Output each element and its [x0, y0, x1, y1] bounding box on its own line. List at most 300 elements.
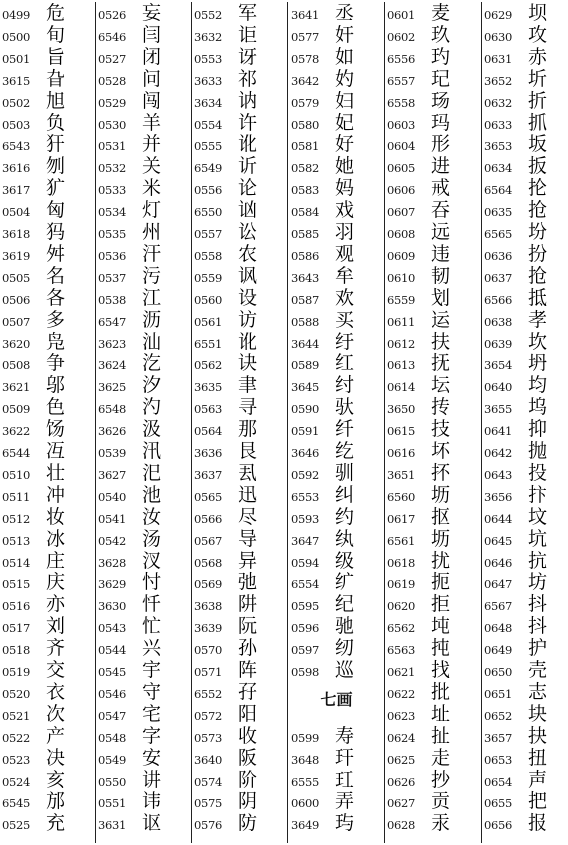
entry-character: 论: [238, 177, 258, 200]
entry-character: 那: [238, 418, 258, 441]
entry-code: 0611: [387, 314, 416, 329]
index-entry: [482, 244, 568, 266]
index-entry: [0, 507, 95, 529]
index-entry: [289, 69, 384, 91]
entry-code: 0641: [484, 424, 513, 439]
entry-character: 汛: [142, 440, 162, 462]
entry-character: 羊: [142, 111, 162, 134]
entry-character: 报: [528, 812, 548, 835]
entry-code: 3636: [194, 446, 223, 460]
entry-character: 抄: [431, 768, 451, 791]
index-entry: [192, 156, 287, 178]
entry-character: 交: [46, 659, 66, 681]
entry-code: 0540: [98, 489, 127, 504]
entry-code: 0522: [2, 730, 31, 745]
entry-character: 危: [46, 2, 66, 24]
entry-code: 3648: [291, 752, 320, 767]
entry-code: 0624: [387, 730, 416, 745]
entry-character: 技: [431, 418, 451, 441]
index-entry: [385, 441, 480, 463]
entry-character: 划: [431, 286, 451, 309]
entry-code: 3651: [387, 467, 416, 482]
entry-code: 0603: [387, 117, 416, 132]
entry-character: 抖: [528, 615, 548, 638]
entry-code: 0585: [291, 227, 320, 241]
entry-character: 攻: [528, 23, 548, 46]
entry-code: 0610: [387, 270, 416, 285]
entry-character: 设: [238, 286, 258, 309]
entry-code: 3620: [2, 336, 31, 351]
entry-character: 导: [238, 527, 258, 550]
entry-code: 0646: [484, 555, 513, 570]
entry-code: 3622: [2, 424, 31, 439]
entry-character: 韧: [431, 264, 451, 287]
entry-character: 迅: [238, 483, 258, 506]
entry-code: 0651: [484, 686, 513, 701]
index-entry: [482, 134, 568, 156]
entry-code: 6560: [387, 489, 416, 504]
entry-code: 3635: [194, 380, 223, 395]
entry-code: 3626: [98, 424, 127, 439]
index-entry: [0, 91, 95, 113]
index-entry: [385, 551, 480, 573]
entry-character: 决: [46, 746, 66, 769]
entry-code: 3653: [484, 139, 513, 154]
entry-character: 运: [431, 308, 451, 331]
entry-character: 坞: [528, 396, 548, 419]
entry-character: 名: [46, 264, 66, 287]
entry-character: 志: [528, 680, 548, 703]
column-divider: [384, 2, 385, 843]
entry-character: 访: [238, 308, 258, 331]
entry-code: 0558: [194, 248, 223, 263]
entry-code: 0531: [98, 139, 127, 154]
entry-character: 扽: [431, 637, 451, 660]
index-entry: [0, 266, 95, 288]
entry-code: 0573: [194, 730, 223, 745]
entry-character: 汋: [142, 396, 162, 419]
entry-code: 0586: [291, 248, 320, 263]
entry-character: 阶: [238, 768, 258, 791]
entry-code: 0521: [2, 708, 31, 723]
entry-character: 抃: [528, 483, 548, 506]
entry-character: 她: [335, 155, 355, 178]
entry-code: 0536: [98, 248, 127, 263]
entry-character: 进: [431, 155, 451, 178]
entry-code: 0561: [194, 314, 223, 329]
entry-code: 0615: [387, 424, 416, 439]
entry-character: 坜: [431, 527, 451, 550]
entry-character: 孙: [238, 637, 258, 660]
entry-code: 3618: [2, 227, 31, 241]
entry-code: 0555: [194, 139, 223, 154]
entry-code: 3616: [2, 161, 31, 176]
entry-code: 3621: [2, 380, 31, 395]
index-column: [482, 0, 568, 845]
index-entry: [289, 529, 384, 551]
entry-code: 0628: [387, 818, 416, 833]
entry-code: 3631: [98, 818, 127, 833]
entry-code: 0511: [2, 489, 31, 504]
index-entry: [482, 397, 568, 419]
index-entry: [192, 507, 287, 529]
entry-character: 汲: [142, 418, 162, 441]
index-entry: [482, 47, 568, 69]
entry-code: 0509: [2, 402, 31, 417]
entry-code: 3638: [194, 599, 223, 614]
entry-character: 字: [142, 724, 162, 747]
entry-character: 坝: [528, 2, 548, 24]
entry-code: 0642: [484, 446, 513, 460]
entry-code: 0542: [98, 533, 127, 548]
entry-code: 3633: [194, 73, 223, 88]
entry-character: 买: [335, 308, 355, 331]
entry-character: 坍: [528, 352, 548, 375]
entry-character: 闫: [142, 23, 162, 46]
entry-character: 妁: [335, 67, 355, 90]
entry-character: 妈: [335, 177, 355, 200]
entry-character: 汞: [431, 812, 451, 835]
index-entry: [289, 47, 384, 69]
entry-code: 3644: [291, 336, 320, 351]
index-entry: [0, 353, 95, 375]
index-entry: [96, 441, 191, 463]
entry-character: 汊: [142, 549, 162, 572]
entry-character: 妄: [142, 2, 162, 24]
entry-character: 关: [142, 155, 162, 178]
index-entry: [96, 266, 191, 288]
entry-code: 0547: [98, 708, 127, 723]
index-entry: [0, 813, 95, 835]
entry-code: 0546: [98, 686, 127, 701]
entry-code: 6555: [291, 774, 320, 789]
entry-code: 0636: [484, 248, 513, 263]
index-entry: [0, 748, 95, 770]
entry-character: 玚: [431, 89, 451, 112]
entry-code: 0530: [98, 117, 127, 132]
index-entry: [96, 3, 191, 25]
index-entry: [385, 134, 480, 156]
entry-code: 3637: [194, 467, 223, 482]
entry-code: 6567: [484, 599, 513, 614]
entry-character: 汗: [142, 242, 162, 265]
index-entry: [192, 200, 287, 222]
entry-character: 批: [431, 680, 451, 703]
entry-character: 次: [46, 702, 66, 725]
entry-code: 0631: [484, 51, 513, 66]
entry-code: 0553: [194, 51, 223, 66]
index-column: [289, 0, 384, 845]
entry-code: 3617: [2, 183, 31, 198]
index-entry: [482, 3, 568, 25]
entry-character: 扮: [528, 242, 548, 265]
entry-code: 0595: [291, 599, 320, 614]
entry-character: 冲: [46, 483, 66, 506]
entry-code: 0575: [194, 796, 223, 811]
entry-character: 米: [142, 177, 162, 200]
entry-character: 讹: [238, 133, 258, 156]
entry-character: 纣: [335, 374, 355, 397]
entry-code: 6561: [387, 533, 416, 548]
entry-character: 凫: [46, 330, 66, 353]
entry-code: 0604: [387, 139, 416, 154]
index-entry: [96, 616, 191, 638]
index-entry: [289, 332, 384, 354]
entry-character: 讻: [238, 199, 258, 222]
index-entry: [385, 91, 480, 113]
entry-character: 各: [46, 286, 66, 309]
index-entry: [96, 25, 191, 47]
entry-code: 0583: [291, 183, 320, 198]
entry-code: 3628: [98, 555, 127, 570]
entry-code: 0549: [98, 752, 127, 767]
index-entry: [0, 47, 95, 69]
entry-character: 祁: [238, 67, 258, 90]
entry-character: 纠: [335, 483, 355, 506]
index-entry: [0, 310, 95, 332]
index-entry: [96, 682, 191, 704]
index-entry: [0, 375, 95, 397]
entry-code: 0647: [484, 577, 513, 592]
index-entry: [385, 3, 480, 25]
entry-character: 投: [528, 461, 548, 484]
entry-code: 0563: [194, 402, 223, 417]
index-entry: [0, 551, 95, 573]
entry-character: 走: [431, 746, 451, 769]
entry-code: 0639: [484, 336, 513, 351]
entry-code: 0581: [291, 139, 320, 154]
entry-code: 0571: [194, 665, 223, 679]
entry-character: 闯: [142, 89, 162, 112]
entry-code: 0597: [291, 643, 320, 658]
entry-character: 抵: [528, 286, 548, 309]
entry-code: 0596: [291, 621, 320, 636]
index-entry: [0, 134, 95, 156]
entry-code: 3646: [291, 446, 320, 460]
index-entry: [482, 682, 568, 704]
index-entry: [192, 726, 287, 748]
index-entry: [96, 156, 191, 178]
index-entry: [96, 594, 191, 616]
index-entry: [96, 791, 191, 813]
entry-code: 3656: [484, 489, 513, 504]
index-entry: [96, 507, 191, 529]
index-entry: [192, 310, 287, 332]
entry-character: 抚: [431, 352, 451, 375]
entry-character: 汕: [142, 330, 162, 353]
index-entry: [96, 332, 191, 354]
entry-character: 玖: [431, 23, 451, 46]
entry-code: 3619: [2, 248, 31, 263]
index-entry: [385, 69, 480, 91]
index-entry: [96, 529, 191, 551]
entry-character: 坋: [528, 221, 548, 243]
index-entry: [482, 200, 568, 222]
entry-character: 孖: [238, 680, 258, 703]
entry-character: 亦: [46, 593, 66, 616]
index-entry: [385, 310, 480, 332]
index-entry: [385, 397, 480, 419]
entry-character: 忖: [142, 571, 162, 594]
entry-character: 扭: [528, 746, 548, 769]
entry-code: 6546: [98, 29, 127, 44]
entry-character: 犸: [46, 221, 66, 243]
index-entry: [192, 748, 287, 770]
entry-character: 驰: [335, 615, 355, 638]
entry-code: 6548: [98, 402, 127, 417]
index-entry: [192, 69, 287, 91]
index-column: [385, 0, 480, 845]
index-entry: [482, 638, 568, 660]
entry-code: 0645: [484, 533, 513, 548]
index-entry: [96, 419, 191, 441]
entry-character: 邬: [46, 374, 66, 397]
entry-code: 6564: [484, 183, 513, 198]
entry-character: 羽: [335, 221, 355, 243]
entry-code: 0600: [291, 796, 320, 811]
entry-character: 汝: [142, 505, 162, 528]
entry-character: 庆: [46, 571, 66, 594]
entry-code: 0543: [98, 621, 127, 636]
index-entry: [192, 616, 287, 638]
entry-character: 扼: [431, 571, 451, 594]
entry-code: 0557: [194, 227, 223, 241]
index-entry: [482, 266, 568, 288]
index-entry: [482, 507, 568, 529]
index-entry: [96, 200, 191, 222]
entry-character: 防: [238, 812, 258, 835]
index-entry: [192, 441, 287, 463]
entry-character: 抓: [528, 111, 548, 134]
entry-code: 0594: [291, 555, 320, 570]
column-divider: [287, 2, 288, 843]
entry-code: 3623: [98, 336, 127, 351]
index-entry: [482, 551, 568, 573]
index-entry: [482, 69, 568, 91]
entry-code: 0637: [484, 270, 513, 285]
entry-character: 刎: [46, 155, 66, 178]
index-entry: [482, 332, 568, 354]
index-entry: [385, 332, 480, 354]
entry-character: 形: [431, 133, 451, 156]
entry-character: 讴: [142, 812, 162, 835]
index-entry: [0, 441, 95, 463]
index-entry: [96, 288, 191, 310]
entry-code: 0640: [484, 380, 513, 395]
index-entry: [385, 638, 480, 660]
entry-character: 扳: [528, 155, 548, 178]
index-column: [192, 0, 287, 845]
entry-code: 0649: [484, 643, 513, 658]
entry-code: 0655: [484, 796, 513, 811]
entry-character: 赤: [528, 45, 548, 68]
entry-code: 0559: [194, 270, 223, 285]
index-entry: [0, 770, 95, 792]
index-entry: [96, 69, 191, 91]
entry-code: 0653: [484, 752, 513, 767]
entry-code: 6563: [387, 643, 416, 658]
entry-character: 闭: [142, 45, 162, 68]
entry-code: 0638: [484, 314, 513, 329]
entry-code: 0533: [98, 183, 127, 198]
index-entry: [192, 288, 287, 310]
entry-character: 阪: [238, 746, 258, 769]
index-entry: [482, 748, 568, 770]
index-entry: [289, 463, 384, 485]
entry-code: 0648: [484, 621, 513, 636]
index-entry: [289, 25, 384, 47]
entry-character: 坂: [528, 133, 548, 156]
entry-code: 0513: [2, 533, 31, 548]
index-entry: [192, 266, 287, 288]
entry-code: 0519: [2, 665, 31, 679]
entry-code: 0523: [2, 752, 31, 767]
entry-code: 0499: [2, 8, 31, 22]
entry-code: 3640: [194, 752, 223, 767]
entry-character: 宇: [142, 659, 162, 681]
entry-character: 犷: [46, 177, 66, 200]
entry-code: 0551: [98, 796, 127, 811]
index-entry: [289, 244, 384, 266]
index-entry: [482, 288, 568, 310]
entry-character: 弛: [238, 571, 258, 594]
entry-character: 坟: [528, 505, 548, 528]
index-entry: [192, 91, 287, 113]
index-entry: [0, 529, 95, 551]
entry-character: 纡: [335, 330, 355, 353]
entry-code: 0515: [2, 577, 31, 592]
entry-character: 吞: [431, 199, 451, 222]
index-entry: [0, 594, 95, 616]
entry-code: 0588: [291, 314, 320, 329]
index-entry: [482, 529, 568, 551]
entry-code: 0644: [484, 511, 513, 526]
index-entry: [192, 572, 287, 594]
entry-character: 讳: [142, 790, 162, 813]
entry-code: 3639: [194, 621, 223, 636]
entry-character: 沥: [142, 308, 162, 331]
entry-character: 寻: [238, 396, 258, 419]
index-entry: [482, 156, 568, 178]
entry-code: 0598: [291, 665, 320, 679]
entry-code: 0550: [98, 774, 127, 789]
index-entry: [96, 485, 191, 507]
entry-character: 欢: [335, 286, 355, 309]
entry-code: 3629: [98, 577, 127, 592]
entry-code: 0652: [484, 708, 513, 723]
entry-character: 折: [528, 89, 548, 112]
index-entry: [385, 682, 480, 704]
index-entry: [0, 791, 95, 813]
index-entry: [96, 726, 191, 748]
index-entry: [385, 25, 480, 47]
index-entry: [289, 91, 384, 113]
index-entry: [289, 134, 384, 156]
index-entry: [385, 178, 480, 200]
entry-code: 0643: [484, 467, 513, 482]
index-entry: [385, 113, 480, 135]
entry-character: 如: [335, 45, 355, 68]
entry-code: 0580: [291, 117, 320, 132]
entry-character: 护: [528, 637, 548, 660]
entry-code: 3624: [98, 358, 127, 373]
index-entry: [96, 47, 191, 69]
index-entry: [289, 594, 384, 616]
entry-code: 0613: [387, 358, 416, 373]
entry-character: 阵: [238, 659, 258, 681]
entry-character: 找: [431, 659, 451, 681]
index-entry: [289, 770, 384, 792]
